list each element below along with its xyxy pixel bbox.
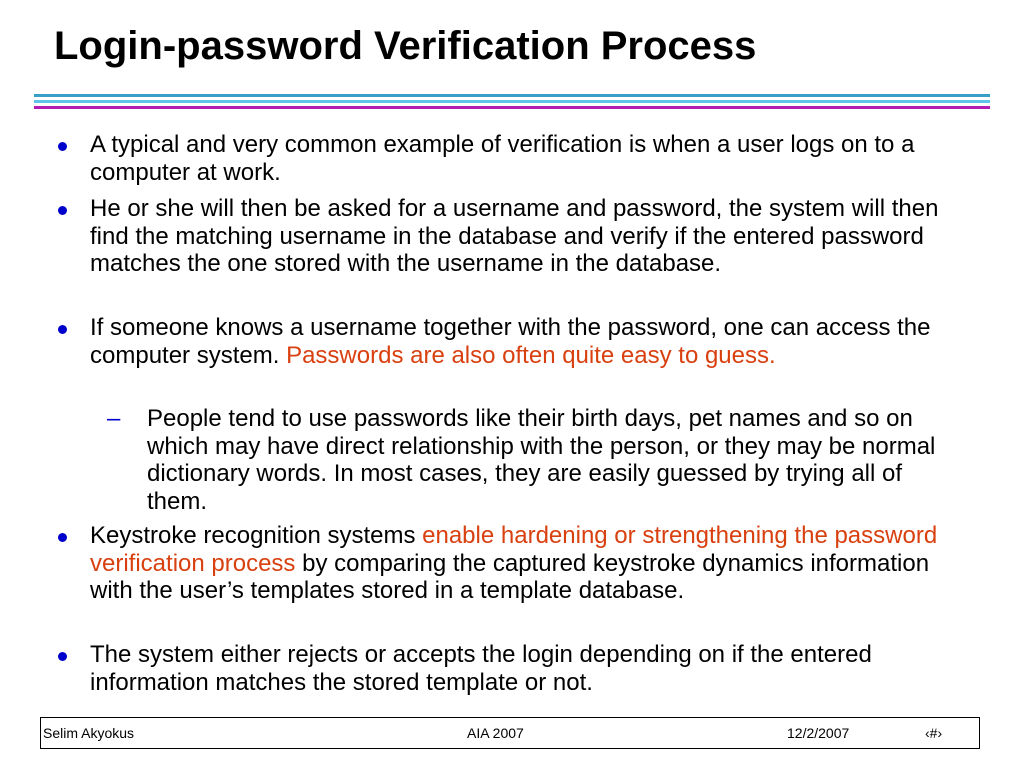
footer-event: AIA 2007 bbox=[467, 725, 524, 741]
footer-date: 12/2/2007 bbox=[787, 725, 850, 741]
title-rule-cyan-1 bbox=[34, 94, 990, 97]
sub-bullet-item bbox=[107, 405, 967, 515]
bullet-dot-icon bbox=[58, 533, 67, 542]
bullet-text: If someone knows a username together with the password, one can access the computer system. bbox=[90, 314, 931, 369]
title-rule-magenta bbox=[34, 106, 990, 109]
bullet-text: The system either rejects or accepts the login depending on if the entered information matches the stored template or not. bbox=[90, 641, 872, 696]
bullet-text: A typical and very common example of verification is when a user logs on to a computer at work. bbox=[90, 131, 915, 186]
bullet-highlight: enable hardening or strengthening the password verification process bbox=[90, 522, 938, 577]
bullet-dot-icon bbox=[58, 652, 67, 661]
footer-author: Selim Akyokus bbox=[43, 725, 135, 741]
bullet-dot-icon bbox=[58, 206, 67, 215]
bullet-dot-icon bbox=[58, 142, 67, 151]
title-rule-cyan-2 bbox=[34, 100, 990, 103]
bullet-item-4 bbox=[90, 522, 970, 605]
bullet-text: Keystroke recognition systems bbox=[90, 522, 423, 549]
sub-bullet-dash-icon: – bbox=[107, 405, 121, 432]
footer-page-number: ‹#› bbox=[925, 725, 943, 741]
bullet-item-5 bbox=[90, 641, 970, 696]
slide-footer bbox=[40, 717, 980, 749]
bullet-highlight: Passwords are also often quite easy to guess. bbox=[286, 341, 776, 369]
bullet-item-1 bbox=[90, 131, 970, 186]
bullet-text: He or she will then be asked for a username and password, the system will then find the matching username in the database and verify if the entered password matches the one stored with the username in the database. bbox=[90, 195, 939, 277]
sub-bullet-text: People tend to use passwords like their birth days, pet names and so on which may have direct relationship with the person, or they may be normal dictionary words. In most cases, they are easily guessed by trying all of them. bbox=[147, 405, 936, 515]
slide-title: Login-password Verification Process bbox=[54, 24, 757, 68]
bullet-item-3 bbox=[90, 314, 970, 369]
bullet-text-after: by comparing the captured keystroke dynamics information with the user’s templates stored in a template database. bbox=[90, 549, 930, 604]
bullet-item-2 bbox=[90, 195, 970, 278]
bullet-dot-icon bbox=[58, 325, 67, 334]
